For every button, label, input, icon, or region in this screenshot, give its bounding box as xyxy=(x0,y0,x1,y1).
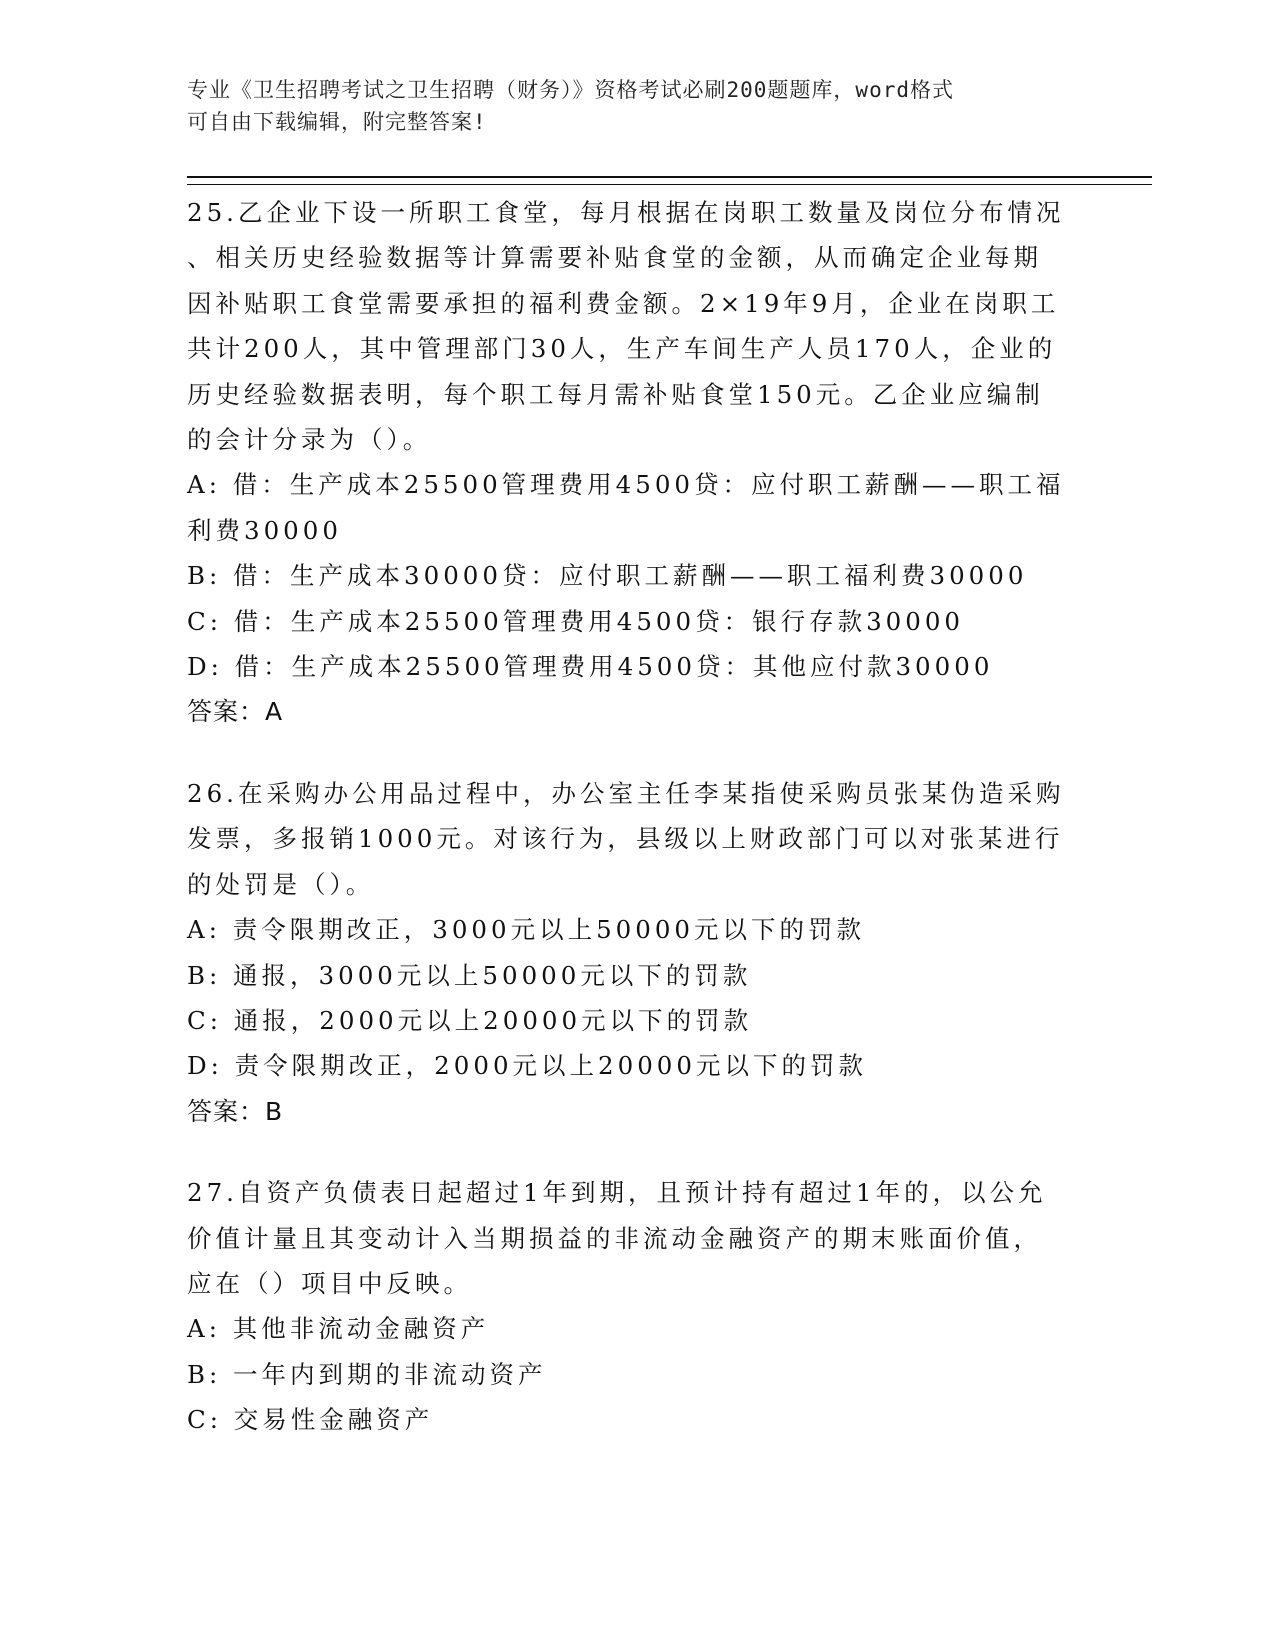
question-stem-line: 27.自资产负债表日起超过1年到期，且预计持有超过1年的，以公允 xyxy=(187,1178,1047,1208)
question-25 xyxy=(187,190,1087,735)
answer-label: 答案：B xyxy=(187,1096,284,1126)
option-a-line: 利费30000 xyxy=(187,515,342,545)
option-b: B: 借：生产成本30000贷：应付职工薪酬——职工福利费30000 xyxy=(187,561,1028,591)
question-stem-line: 发票，多报销1000元。对该行为，县级以上财政部门可以对张某进行 xyxy=(187,824,1064,854)
option-d: D: 责令限期改正，2000元以上20000元以下的罚款 xyxy=(187,1051,867,1081)
option-c: C: 借：生产成本25500管理费用4500贷：银行存款30000 xyxy=(187,606,965,636)
option-a: A: 责令限期改正，3000元以上50000元以下的罚款 xyxy=(187,915,866,945)
header-line-2: 可自由下载编辑，附完整答案! xyxy=(187,110,487,134)
header-divider xyxy=(187,176,1152,185)
question-stem-line: 应在（）项目中反映。 xyxy=(187,1268,472,1298)
question-stem-line: 因补贴职工食堂需要承担的福利费金额。2×19年9月，企业在岗职工 xyxy=(187,288,1060,318)
option-b: B: 一年内到期的非流动资产 xyxy=(187,1359,547,1389)
answer-label: 答案：A xyxy=(187,697,284,727)
question-stem-line: 共计200人，其中管理部门30人，生产车间生产人员170人，企业的 xyxy=(187,334,1057,364)
document-header xyxy=(187,74,1087,138)
question-stem-line: 价值计量且其变动计入当期损益的非流动金融资产的期末账面价值， xyxy=(187,1223,1042,1253)
header-line-1: 专业《卫生招聘考试之卫生招聘（财务）》资格考试必刷200题题库，word格式 xyxy=(187,78,954,102)
option-c: C: 通报，2000元以上20000元以下的罚款 xyxy=(187,1005,753,1035)
question-26 xyxy=(187,771,1087,1134)
question-stem-line: 26.在采购办公用品过程中，办公室主任李某指使采购员张某伪造采购 xyxy=(187,778,1065,808)
option-a-line: A: 借：生产成本25500管理费用4500贷：应付职工薪酬——职工福 xyxy=(187,470,1065,500)
question-stem-line: 历史经验数据表明，每个职工每月需补贴食堂150元。乙企业应编制 xyxy=(187,379,1044,409)
option-d: D: 借：生产成本25500管理费用4500贷：其他应付款30000 xyxy=(187,652,994,682)
question-27 xyxy=(187,1170,1087,1442)
option-b: B: 通报，3000元以上50000元以下的罚款 xyxy=(187,960,752,990)
option-a: A: 其他非流动金融资产 xyxy=(187,1314,490,1344)
question-stem-line: 25.乙企业下设一所职工食堂，每月根据在岗职工数量及岗位分布情况 xyxy=(187,198,1065,227)
question-stem-line: 的处罚是（）。 xyxy=(187,869,375,899)
question-list xyxy=(187,190,1087,1479)
question-stem-line: 、相关历史经验数据等计算需要补贴食堂的金额，从而确定企业每期 xyxy=(187,243,1042,273)
option-c: C: 交易性金融资产 xyxy=(187,1405,434,1435)
question-stem-line: 的会计分录为（）。 xyxy=(187,425,432,455)
